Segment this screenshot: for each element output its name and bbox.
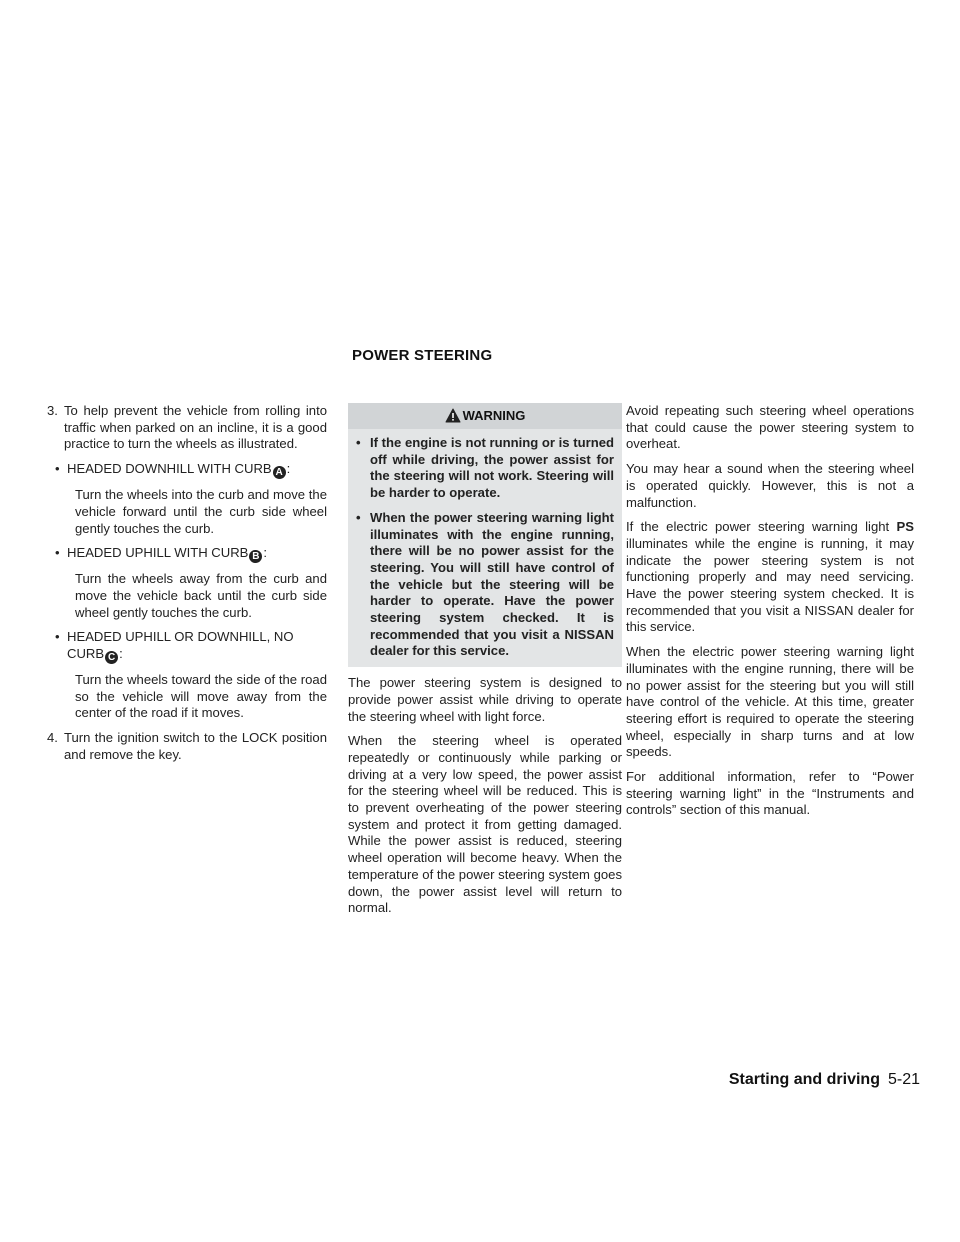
step-4 [47,730,327,763]
warning-bullet: • [356,435,361,450]
warning-box [348,403,622,667]
text-segment: If the electric power steering warning light [626,519,890,535]
bullet-description: Turn the wheels toward the side of the road so the vehicle will move away from the center of the road if it moves. [75,672,327,721]
bullet-description: Turn the wheels away from the curb and move the vehicle back until the curb side wheel gently touches the curb. [75,571,327,620]
bullet-suffix: : [119,646,123,662]
bullet-description: Turn the wheels into the curb and move the vehicle forward until the curb side wheel gently touches the curb. [75,487,327,536]
bullet-heading [67,545,327,563]
bullet-suffix: : [263,545,268,561]
paragraph-ps-light [626,519,914,636]
paragraph: For additional information, refer to “Power steering warning light” in the “Instruments and controls” section of this manual. [626,769,914,818]
step-number: 3. [47,403,58,418]
step-text: To help prevent the vehicle from rolling into traffic when parked on an incline, it is a good practice to turn the wheels as illustrated. [64,403,327,452]
warning-header [348,403,622,429]
bullet-uphill-with-curb [47,545,327,563]
badge-a: A [273,466,286,479]
section-title: POWER STEERING [352,347,493,364]
ps-indicator: PS [896,519,914,535]
right-column [626,403,914,827]
text-segment: illuminates while the engine is running, it may indicate the power steering system is not functioning properly and may need servicing. Have the power steering system checked. It is recommended that you visit a NISSAN dealer for this service. [626,535,914,635]
step-text: Turn the ignition switch to the LOCK position and remove the key. [64,730,327,762]
middle-column [348,403,622,925]
bullet-suffix: : [286,461,291,477]
warning-triangle-icon [445,406,461,432]
bullet-mark: • [55,629,60,645]
warning-body [348,429,622,667]
bullet-label: HEADED DOWNHILL WITH CURB [67,461,272,477]
left-column [47,403,327,764]
bullet-heading [67,629,327,664]
bullet-mark: • [55,461,60,477]
paragraph: The power steering system is designed to provide power assist while driving to operate the steering wheel with light force. [348,675,622,724]
badge-b: B [249,550,262,563]
bullet-label: HEADED UPHILL WITH CURB [67,545,249,561]
step-3 [47,403,327,453]
paragraph: You may hear a sound when the steering wheel is operated quickly. However, this is not a malfunction. [626,461,914,510]
warning-text: When the power steering warning light illuminates with the engine running, there will be no power assist for the steering. You will still have control of the vehicle but the steering will be harder to operate. Have the power steering system checked. It is recommended that you visit a NISSAN dealer for this service. [370,509,614,659]
paragraph: When the electric power steering warning light illuminates with the engine running, there will be no power assist for the steering but you will still have control of the vehicle. At this time, greater steering effort is required to operate the steering wheel, especially in sharp turns and at low speeds. [626,644,914,760]
warning-item [356,435,614,502]
bullet-heading [67,461,327,479]
step-number: 4. [47,730,58,746]
bullet-mark: • [55,545,60,561]
badge-c: C [105,651,118,664]
bullet-label: HEADED UPHILL OR DOWNHILL, NO CURB [67,629,294,662]
warning-item [356,510,614,660]
page-number: 5-21 [887,1071,920,1088]
bullet-no-curb [47,629,327,664]
warning-text: If the engine is not running or is turned off while driving, the power assist for the steering will not work. Steering will be harder to operate. [370,435,614,501]
footer-section: Starting and driving [728,1071,880,1088]
page-footer [700,1072,920,1089]
warning-bullet: • [356,509,361,525]
paragraph: When the steering wheel is operated repeatedly or continuously while parking or driving at a very low speed, the power assist for the steering wheel will be reduced. This is to prevent overheating of the power steering system and protect it from getting damaged. While the power assist is reduced, steering wheel operation will become heavy. When the temperature of the power steering system goes down, the power assist level will return to normal. [348,733,622,916]
bullet-downhill-with-curb [47,461,327,479]
paragraph: Avoid repeating such steering wheel operations that could cause the power steering system to overheat. [626,403,914,452]
warning-title: WARNING [462,408,526,423]
